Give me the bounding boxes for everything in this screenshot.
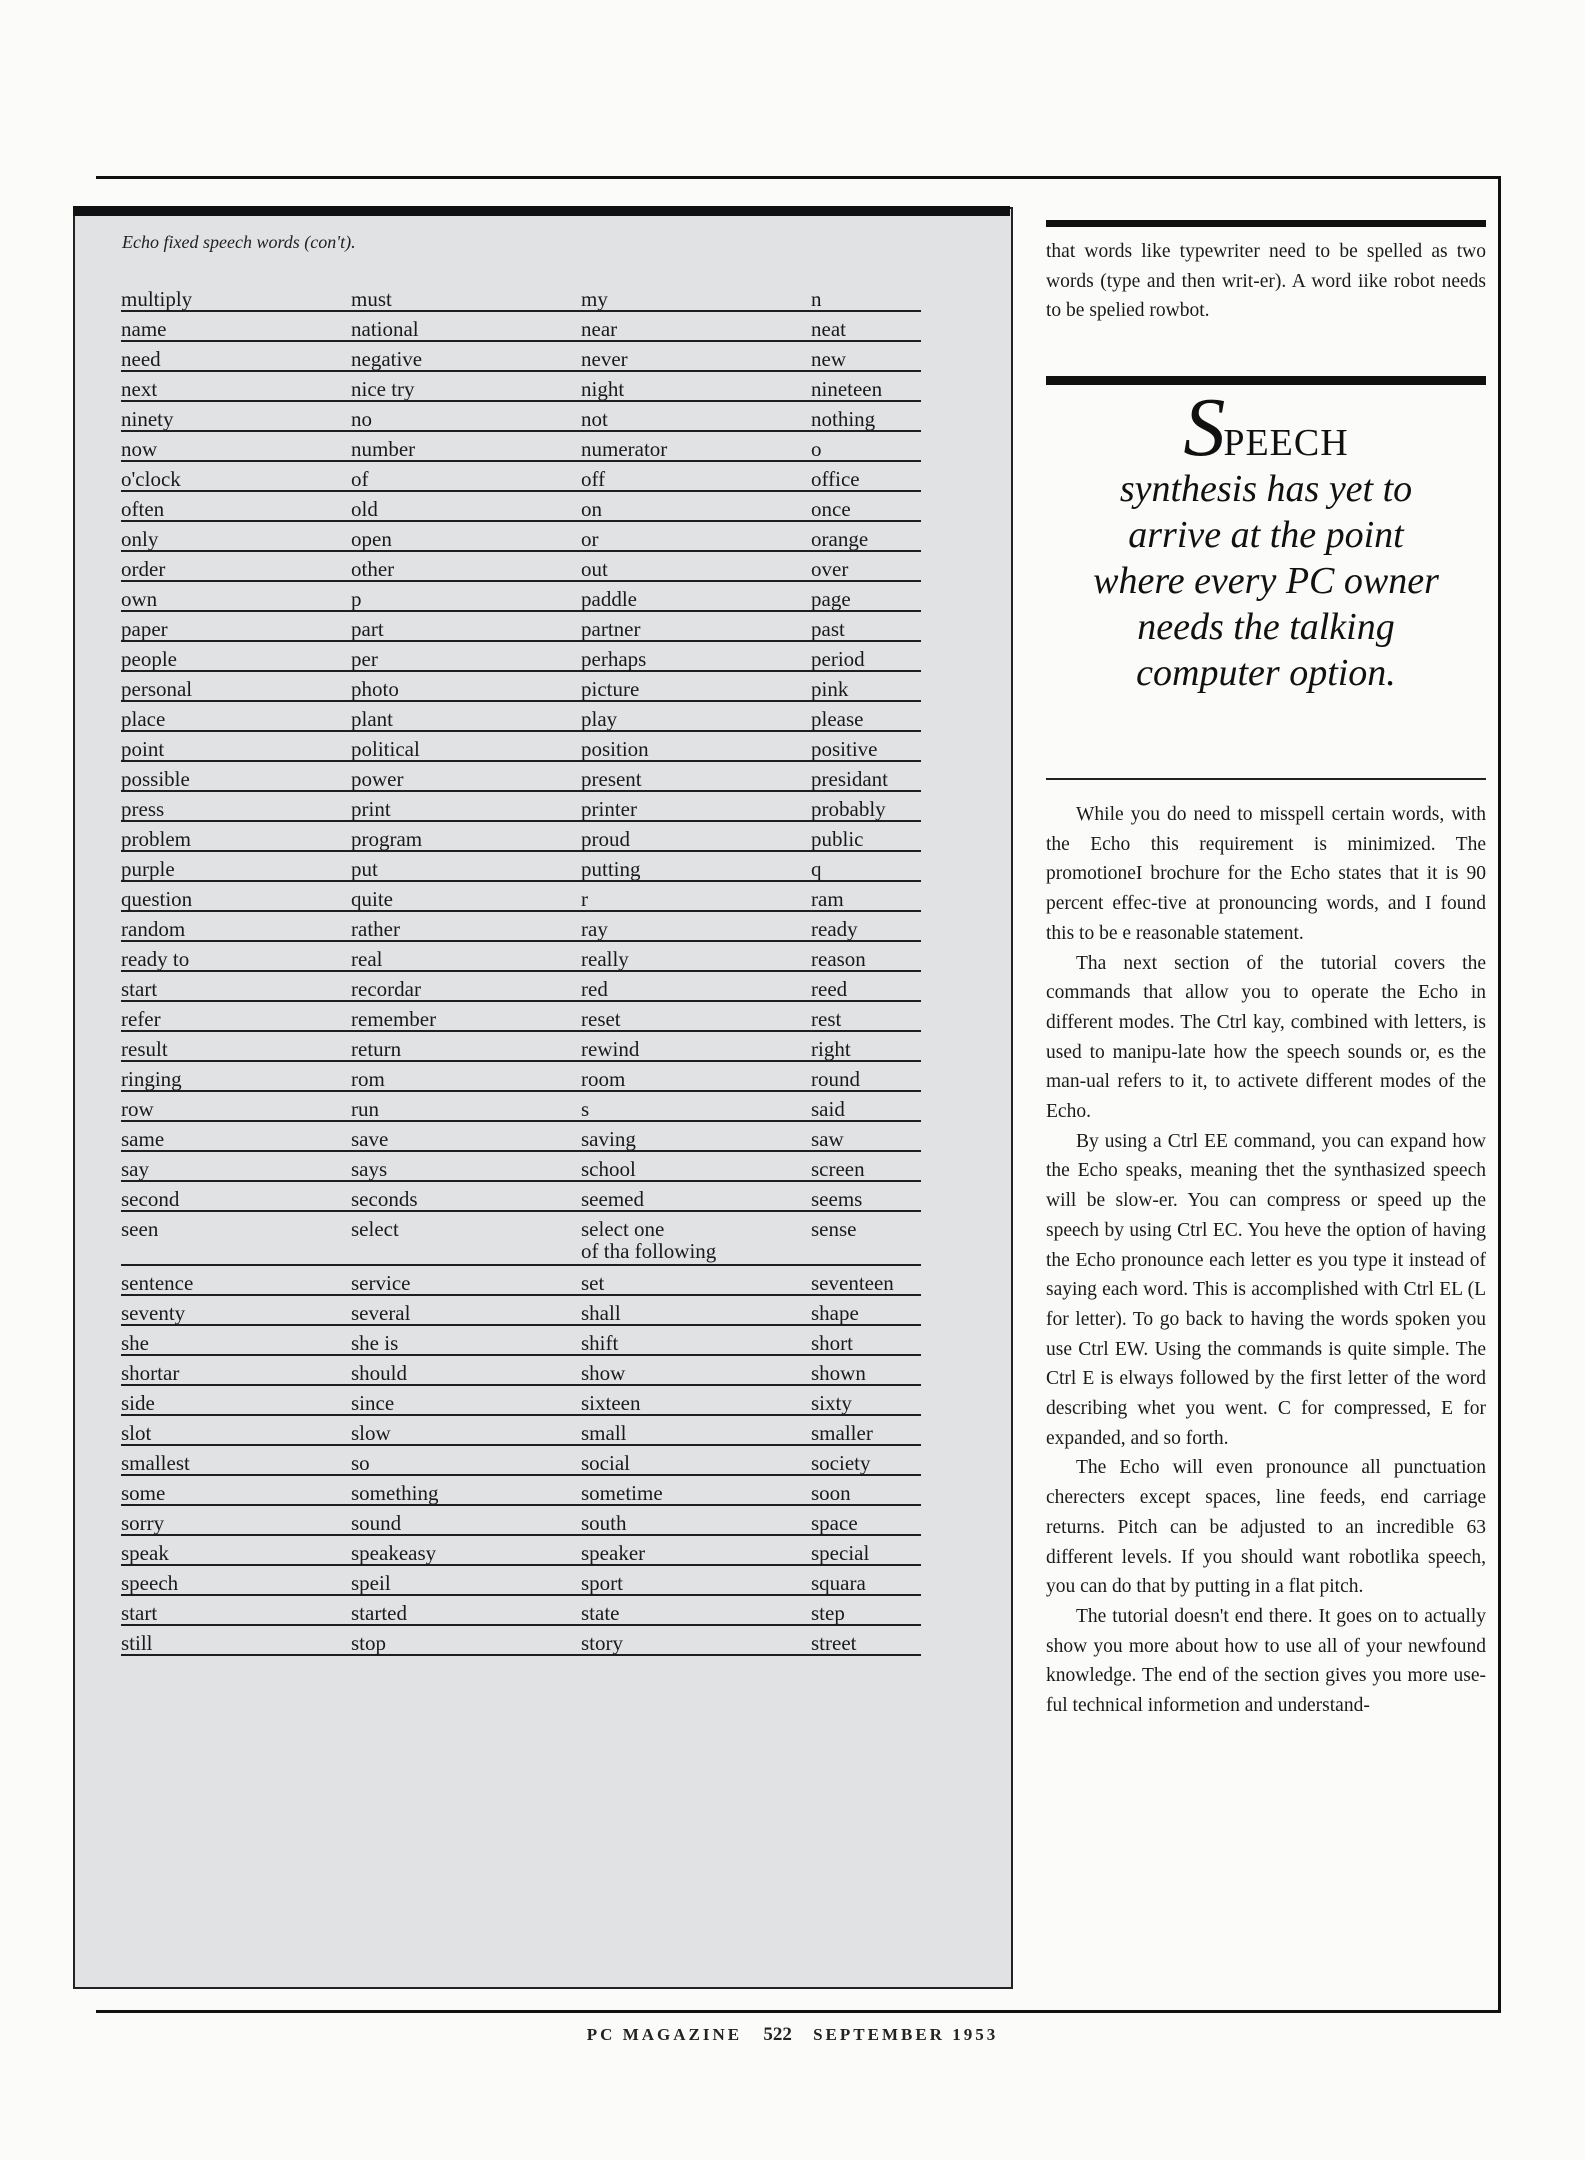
table-cell: select one of tha following bbox=[581, 1212, 811, 1266]
table-cell: night bbox=[581, 372, 811, 402]
footer-magazine: PC MAGAZINE bbox=[586, 2025, 743, 2044]
table-cell: rest bbox=[811, 1002, 921, 1032]
page-footer bbox=[0, 2024, 1585, 2046]
table-row bbox=[121, 642, 921, 672]
table-row bbox=[121, 552, 921, 582]
table-cell: street bbox=[811, 1626, 921, 1656]
table-cell: nineteen bbox=[811, 372, 921, 402]
table-row bbox=[121, 1266, 921, 1296]
table-cell: program bbox=[351, 822, 581, 852]
table-row bbox=[121, 312, 921, 342]
table-cell: put bbox=[351, 852, 581, 882]
article-body bbox=[1046, 800, 1486, 1721]
table-cell: right bbox=[811, 1032, 921, 1062]
words-grid bbox=[121, 282, 921, 1656]
table-cell: putting bbox=[581, 852, 811, 882]
table-cell: sorry bbox=[121, 1506, 351, 1536]
table-cell: need bbox=[121, 342, 351, 372]
table-row bbox=[121, 1446, 921, 1476]
table-row bbox=[121, 852, 921, 882]
table-cell: problem bbox=[121, 822, 351, 852]
table-cell: number bbox=[351, 432, 581, 462]
table-cell: something bbox=[351, 1476, 581, 1506]
table-cell: set bbox=[581, 1266, 811, 1296]
table-cell: past bbox=[811, 612, 921, 642]
table-cell: red bbox=[581, 972, 811, 1002]
table-row bbox=[121, 1626, 921, 1656]
table-cell: state bbox=[581, 1596, 811, 1626]
table-cell: several bbox=[351, 1296, 581, 1326]
table-cell: open bbox=[351, 522, 581, 552]
table-row bbox=[121, 492, 921, 522]
table-row bbox=[121, 672, 921, 702]
pull-quote-top-bar bbox=[1046, 376, 1486, 385]
body-paragraph: By using a Ctrl EE command, you can expand how the Echo speaks, meaning thet the synthasized speech will be slow-er. You can compress or speed up the speech by using Ctrl EC. You heve the option of having the Echo pronounce each letter es you type it instead of saying each word. This is accomplished with Ctrl EL (L for letter). To go back to having the words spoken you use Ctrl EW. Using the commands is quite simple. The Ctrl E is elways followed by the first letter of the word describing whet you went. C for compressed, E for expanded, and so forth. bbox=[1046, 1130, 1486, 1449]
table-cell: ringing bbox=[121, 1062, 351, 1092]
table-cell: personal bbox=[121, 672, 351, 702]
table-cell: ninety bbox=[121, 402, 351, 432]
table-row bbox=[121, 1212, 921, 1266]
table-cell: perhaps bbox=[581, 642, 811, 672]
table-cell: ram bbox=[811, 882, 921, 912]
table-cell: name bbox=[121, 312, 351, 342]
table-cell: some bbox=[121, 1476, 351, 1506]
table-row bbox=[121, 1002, 921, 1032]
table-cell: seventeen bbox=[811, 1266, 921, 1296]
table-cell: seconds bbox=[351, 1182, 581, 1212]
table-cell: proud bbox=[581, 822, 811, 852]
table-cell: play bbox=[581, 702, 811, 732]
table-row bbox=[121, 1032, 921, 1062]
table-cell: seventy bbox=[121, 1296, 351, 1326]
body-paragraph: The tutorial doesn't end there. It goes on to actually show you more about how to use all of your newfound knowledge. The end of the section gives you more use-ful technical informetion and understand- bbox=[1046, 1605, 1486, 1717]
table-cell: or bbox=[581, 522, 811, 552]
table-cell: special bbox=[811, 1536, 921, 1566]
table-cell: sixteen bbox=[581, 1386, 811, 1416]
table-cell: result bbox=[121, 1032, 351, 1062]
table-cell: remember bbox=[351, 1002, 581, 1032]
pull-quote-drop-letter: S bbox=[1183, 381, 1224, 474]
body-paragraph: The Echo will even pronounce all punctuation cherecters except spaces, line feeds, end carriage returns. Pitch can be adjusted to an incredible 63 different levels. If you should want robotlika speech, you can do that by putting in a flat pitch. bbox=[1046, 1457, 1486, 1598]
pull-quote-line: computer option. bbox=[1136, 652, 1396, 694]
word-table-top-bar bbox=[73, 206, 1010, 216]
table-cell: orange bbox=[811, 522, 921, 552]
table-row bbox=[121, 882, 921, 912]
table-row bbox=[121, 1092, 921, 1122]
table-cell: paper bbox=[121, 612, 351, 642]
table-row bbox=[121, 432, 921, 462]
table-cell: slow bbox=[351, 1416, 581, 1446]
table-cell: national bbox=[351, 312, 581, 342]
table-cell: partner bbox=[581, 612, 811, 642]
table-cell: probably bbox=[811, 792, 921, 822]
table-cell: point bbox=[121, 732, 351, 762]
column-separator-bar bbox=[1046, 220, 1486, 227]
table-cell: no bbox=[351, 402, 581, 432]
table-cell: presidant bbox=[811, 762, 921, 792]
table-cell: shortar bbox=[121, 1356, 351, 1386]
table-row bbox=[121, 372, 921, 402]
table-cell: on bbox=[581, 492, 811, 522]
table-cell: paddle bbox=[581, 582, 811, 612]
table-cell: sentence bbox=[121, 1266, 351, 1296]
table-cell: seen bbox=[121, 1212, 351, 1266]
pull-quote-line: needs the talking bbox=[1137, 606, 1395, 648]
pull-quote-line: synthesis has yet to bbox=[1119, 468, 1413, 510]
table-row bbox=[121, 1296, 921, 1326]
table-cell: multiply bbox=[121, 282, 351, 312]
table-cell: says bbox=[351, 1152, 581, 1182]
table-cell: row bbox=[121, 1092, 351, 1122]
footer-date: SEPTEMBER 1953 bbox=[813, 2025, 999, 2044]
table-cell: ready bbox=[811, 912, 921, 942]
table-cell: sixty bbox=[811, 1386, 921, 1416]
table-cell: positive bbox=[811, 732, 921, 762]
table-cell: shift bbox=[581, 1326, 811, 1356]
table-row bbox=[121, 1506, 921, 1536]
table-cell: nice try bbox=[351, 372, 581, 402]
table-cell: once bbox=[811, 492, 921, 522]
table-cell: own bbox=[121, 582, 351, 612]
table-cell: next bbox=[121, 372, 351, 402]
table-cell: service bbox=[351, 1266, 581, 1296]
table-cell: per bbox=[351, 642, 581, 672]
table-cell: real bbox=[351, 942, 581, 972]
table-cell: return bbox=[351, 1032, 581, 1062]
table-cell: shown bbox=[811, 1356, 921, 1386]
table-cell: picture bbox=[581, 672, 811, 702]
table-cell: smaller bbox=[811, 1416, 921, 1446]
table-cell: public bbox=[811, 822, 921, 852]
table-cell: please bbox=[811, 702, 921, 732]
table-cell: negative bbox=[351, 342, 581, 372]
pull-quote-line: where every PC owner bbox=[1093, 560, 1439, 602]
table-cell: old bbox=[351, 492, 581, 522]
table-cell: say bbox=[121, 1152, 351, 1182]
table-cell: save bbox=[351, 1122, 581, 1152]
table-row bbox=[121, 762, 921, 792]
table-cell: should bbox=[351, 1356, 581, 1386]
table-cell: stop bbox=[351, 1626, 581, 1656]
table-row bbox=[121, 582, 921, 612]
table-row bbox=[121, 612, 921, 642]
table-cell: p bbox=[351, 582, 581, 612]
table-cell: still bbox=[121, 1626, 351, 1656]
table-cell: speil bbox=[351, 1566, 581, 1596]
table-cell: must bbox=[351, 282, 581, 312]
table-cell: often bbox=[121, 492, 351, 522]
table-row bbox=[121, 1062, 921, 1092]
table-cell: part bbox=[351, 612, 581, 642]
table-cell: place bbox=[121, 702, 351, 732]
table-cell: now bbox=[121, 432, 351, 462]
table-cell: shape bbox=[811, 1296, 921, 1326]
table-cell: said bbox=[811, 1092, 921, 1122]
table-cell: new bbox=[811, 342, 921, 372]
table-cell: start bbox=[121, 972, 351, 1002]
table-cell: pink bbox=[811, 672, 921, 702]
table-row bbox=[121, 282, 921, 312]
table-row bbox=[121, 1122, 921, 1152]
table-cell: ready to bbox=[121, 942, 351, 972]
table-row bbox=[121, 732, 921, 762]
table-caption: Echo fixed speech words (con't). bbox=[122, 232, 356, 252]
table-cell: position bbox=[581, 732, 811, 762]
table-cell: speakeasy bbox=[351, 1536, 581, 1566]
table-cell: start bbox=[121, 1596, 351, 1626]
table-cell: social bbox=[581, 1446, 811, 1476]
table-cell: soon bbox=[811, 1476, 921, 1506]
table-cell: squara bbox=[811, 1566, 921, 1596]
table-cell: period bbox=[811, 642, 921, 672]
table-cell: quite bbox=[351, 882, 581, 912]
table-cell: question bbox=[121, 882, 351, 912]
table-row bbox=[121, 522, 921, 552]
table-cell: random bbox=[121, 912, 351, 942]
table-row bbox=[121, 912, 921, 942]
table-cell: saving bbox=[581, 1122, 811, 1152]
table-cell: people bbox=[121, 642, 351, 672]
table-row bbox=[121, 1566, 921, 1596]
bottom-rule bbox=[96, 2010, 1500, 2013]
table-cell: she bbox=[121, 1326, 351, 1356]
table-cell: screen bbox=[811, 1152, 921, 1182]
table-cell: select bbox=[351, 1212, 581, 1266]
table-cell: seemed bbox=[581, 1182, 811, 1212]
table-cell: political bbox=[351, 732, 581, 762]
table-cell: office bbox=[811, 462, 921, 492]
table-cell: page bbox=[811, 582, 921, 612]
table-cell: smallest bbox=[121, 1446, 351, 1476]
table-cell: numerator bbox=[581, 432, 811, 462]
table-cell: speak bbox=[121, 1536, 351, 1566]
table-cell: out bbox=[581, 552, 811, 582]
table-cell: rewind bbox=[581, 1032, 811, 1062]
table-cell: sound bbox=[351, 1506, 581, 1536]
table-cell: near bbox=[581, 312, 811, 342]
table-cell: seems bbox=[811, 1182, 921, 1212]
intro-paragraph: that words like typewriter need to be spelled as two words (type and then writ-er). A word iike robot needs to be spelied rowbot. bbox=[1046, 241, 1486, 321]
table-cell: since bbox=[351, 1386, 581, 1416]
table-row bbox=[121, 1536, 921, 1566]
table-row bbox=[121, 462, 921, 492]
table-cell: refer bbox=[121, 1002, 351, 1032]
table-cell: s bbox=[581, 1092, 811, 1122]
table-cell: over bbox=[811, 552, 921, 582]
table-cell: society bbox=[811, 1446, 921, 1476]
table-cell: possible bbox=[121, 762, 351, 792]
table-cell: reed bbox=[811, 972, 921, 1002]
pull-quote-small-caps: PEECH bbox=[1223, 422, 1349, 464]
table-cell: o bbox=[811, 432, 921, 462]
table-cell: second bbox=[121, 1182, 351, 1212]
table-cell: short bbox=[811, 1326, 921, 1356]
table-row bbox=[121, 972, 921, 1002]
table-row bbox=[121, 1182, 921, 1212]
table-cell: really bbox=[581, 942, 811, 972]
table-cell: present bbox=[581, 762, 811, 792]
pull-quote-first-word bbox=[1046, 381, 1486, 474]
table-cell: o'clock bbox=[121, 462, 351, 492]
table-cell: never bbox=[581, 342, 811, 372]
table-cell: only bbox=[121, 522, 351, 552]
table-cell: slot bbox=[121, 1416, 351, 1446]
table-cell: show bbox=[581, 1356, 811, 1386]
table-row bbox=[121, 1356, 921, 1386]
table-cell: room bbox=[581, 1062, 811, 1092]
table-cell: saw bbox=[811, 1122, 921, 1152]
table-row bbox=[121, 1416, 921, 1446]
table-cell: run bbox=[351, 1092, 581, 1122]
table-cell: photo bbox=[351, 672, 581, 702]
table-cell: so bbox=[351, 1446, 581, 1476]
pull-quote-line: arrive at the point bbox=[1128, 514, 1404, 556]
table-cell: reason bbox=[811, 942, 921, 972]
table-cell: step bbox=[811, 1596, 921, 1626]
table-row bbox=[121, 822, 921, 852]
table-cell: recordar bbox=[351, 972, 581, 1002]
table-cell: of bbox=[351, 462, 581, 492]
table-cell: space bbox=[811, 1506, 921, 1536]
table-cell: nothing bbox=[811, 402, 921, 432]
table-cell: rom bbox=[351, 1062, 581, 1092]
table-row bbox=[121, 1596, 921, 1626]
table-cell: not bbox=[581, 402, 811, 432]
pull-quote-bottom-rule bbox=[1046, 778, 1486, 780]
table-cell: south bbox=[581, 1506, 811, 1536]
table-cell: n bbox=[811, 282, 921, 312]
table-cell: she is bbox=[351, 1326, 581, 1356]
table-cell: shall bbox=[581, 1296, 811, 1326]
right-rule bbox=[1498, 176, 1501, 2013]
table-cell: ray bbox=[581, 912, 811, 942]
table-cell: printer bbox=[581, 792, 811, 822]
table-cell: story bbox=[581, 1626, 811, 1656]
table-cell: rather bbox=[351, 912, 581, 942]
table-cell: started bbox=[351, 1596, 581, 1626]
table-cell: neat bbox=[811, 312, 921, 342]
table-cell: press bbox=[121, 792, 351, 822]
table-cell: small bbox=[581, 1416, 811, 1446]
table-row bbox=[121, 942, 921, 972]
table-cell: sport bbox=[581, 1566, 811, 1596]
table-row bbox=[121, 792, 921, 822]
pull-quote bbox=[1046, 381, 1486, 696]
table-cell: purple bbox=[121, 852, 351, 882]
table-cell: sense bbox=[811, 1212, 921, 1266]
table-cell: power bbox=[351, 762, 581, 792]
table-cell: order bbox=[121, 552, 351, 582]
table-row bbox=[121, 702, 921, 732]
top-rule bbox=[96, 176, 1500, 179]
body-paragraph: Tha next section of the tutorial covers the commands that allow you to operate the Echo in different modes. The Ctrl kay, combined with letters, is used to manipu-late how the speech sounds or, es the man-ual refers to it, to activete different modes of the Echo. bbox=[1046, 952, 1486, 1123]
table-cell: r bbox=[581, 882, 811, 912]
table-row bbox=[121, 1386, 921, 1416]
table-cell: speech bbox=[121, 1566, 351, 1596]
table-cell: side bbox=[121, 1386, 351, 1416]
table-row bbox=[121, 1326, 921, 1356]
table-cell: speaker bbox=[581, 1536, 811, 1566]
table-cell: reset bbox=[581, 1002, 811, 1032]
table-cell: plant bbox=[351, 702, 581, 732]
table-row bbox=[121, 1476, 921, 1506]
table-cell: round bbox=[811, 1062, 921, 1092]
table-row bbox=[121, 342, 921, 372]
table-row bbox=[121, 402, 921, 432]
table-cell: off bbox=[581, 462, 811, 492]
table-cell: my bbox=[581, 282, 811, 312]
table-cell: print bbox=[351, 792, 581, 822]
table-row bbox=[121, 1152, 921, 1182]
body-paragraph: While you do need to misspell certain words, with the Echo this requirement is minimized. The promotioneI brochure for the Echo states that it is 90 percent effec-tive at pronouncing words, and I found this to be e reasonable statement. bbox=[1046, 804, 1486, 944]
table-cell: same bbox=[121, 1122, 351, 1152]
table-cell: school bbox=[581, 1152, 811, 1182]
table-cell: q bbox=[811, 852, 921, 882]
table-cell: other bbox=[351, 552, 581, 582]
table-cell: sometime bbox=[581, 1476, 811, 1506]
footer-page-number: 522 bbox=[763, 2024, 792, 2045]
